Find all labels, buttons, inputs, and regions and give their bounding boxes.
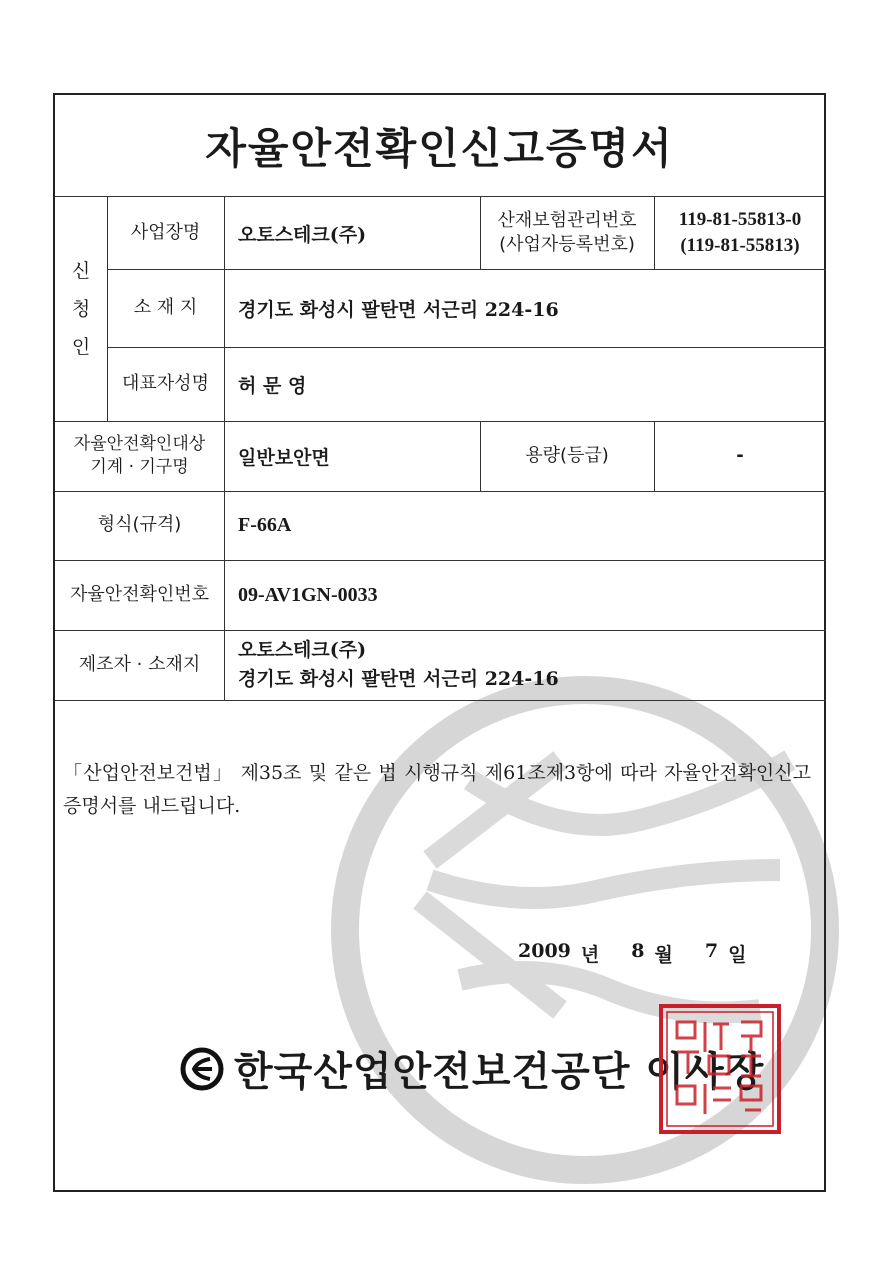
representative-label: 대표자성명 bbox=[122, 372, 209, 394]
address-label: 소 재 지 bbox=[133, 296, 198, 318]
insurance-label-line1: 산재보험관리번호 bbox=[497, 209, 637, 231]
manufacturer-value bbox=[224, 630, 826, 700]
target-machine-value: 일반보안면 bbox=[238, 446, 330, 469]
row-divider bbox=[55, 700, 826, 701]
applicant-char: 인 bbox=[71, 336, 91, 358]
cert-number-value: 09-AV1GN-0033 bbox=[238, 583, 378, 606]
manufacturer-label: 제조자 · 소재지 bbox=[78, 653, 201, 675]
applicant-char: 신 bbox=[71, 260, 91, 282]
insurance-number-value bbox=[654, 197, 826, 269]
insurance-number-label bbox=[480, 197, 654, 269]
company-name-label: 사업장명 bbox=[130, 221, 201, 243]
kosha-logo-icon bbox=[180, 1047, 224, 1091]
model-value: F-66A bbox=[238, 514, 292, 536]
insurance-label-line2: (사업자등록번호) bbox=[499, 234, 635, 255]
date-day-unit: 일 bbox=[728, 944, 747, 966]
representative-value: 허 문 영 bbox=[238, 374, 307, 397]
capacity-label: 용량(등급) bbox=[525, 444, 609, 466]
issue-date bbox=[518, 940, 746, 967]
applicant-label bbox=[55, 197, 107, 421]
certificate-title: 자율안전확인신고증명서 bbox=[55, 95, 824, 197]
capacity-value: - bbox=[736, 444, 744, 466]
manufacturer-name: 오토스테크(주) bbox=[238, 638, 367, 661]
target-label-line2: 기계 · 기구명 bbox=[90, 457, 189, 477]
date-month-unit: 월 bbox=[654, 944, 673, 966]
issuer-name: 한국산업안전보건공단 이사장 bbox=[234, 1049, 765, 1095]
model-label: 형식(규격) bbox=[97, 514, 182, 536]
date-year: 2009 bbox=[518, 940, 571, 962]
statement-text: 「산업안전보건법」 제35조 및 같은 법 시행규칙 제61조제3항에 따라 자율안전확인신고증명서를 내드립니다. bbox=[63, 762, 811, 818]
date-month: 8 bbox=[631, 940, 645, 962]
address-value: 경기도 화성시 팔탄면 서근리 224-16 bbox=[238, 298, 559, 321]
applicant-char: 청 bbox=[71, 298, 91, 320]
date-year-unit: 년 bbox=[580, 944, 600, 966]
target-machine-label bbox=[55, 421, 224, 491]
target-label-line1: 자율안전확인대상 bbox=[73, 434, 206, 455]
official-seal-stamp bbox=[655, 1000, 785, 1140]
date-day: 7 bbox=[704, 940, 719, 962]
cert-number-label: 자율안전확인번호 bbox=[69, 583, 210, 605]
manufacturer-address: 경기도 화성시 팔탄면 서근리 224-16 bbox=[238, 668, 559, 690]
insurance-value-line2: (119-81-55813) bbox=[680, 235, 800, 256]
insurance-value-line1: 119-81-55813-0 bbox=[678, 209, 802, 231]
company-name-value: 오토스테크(주) bbox=[238, 223, 367, 246]
